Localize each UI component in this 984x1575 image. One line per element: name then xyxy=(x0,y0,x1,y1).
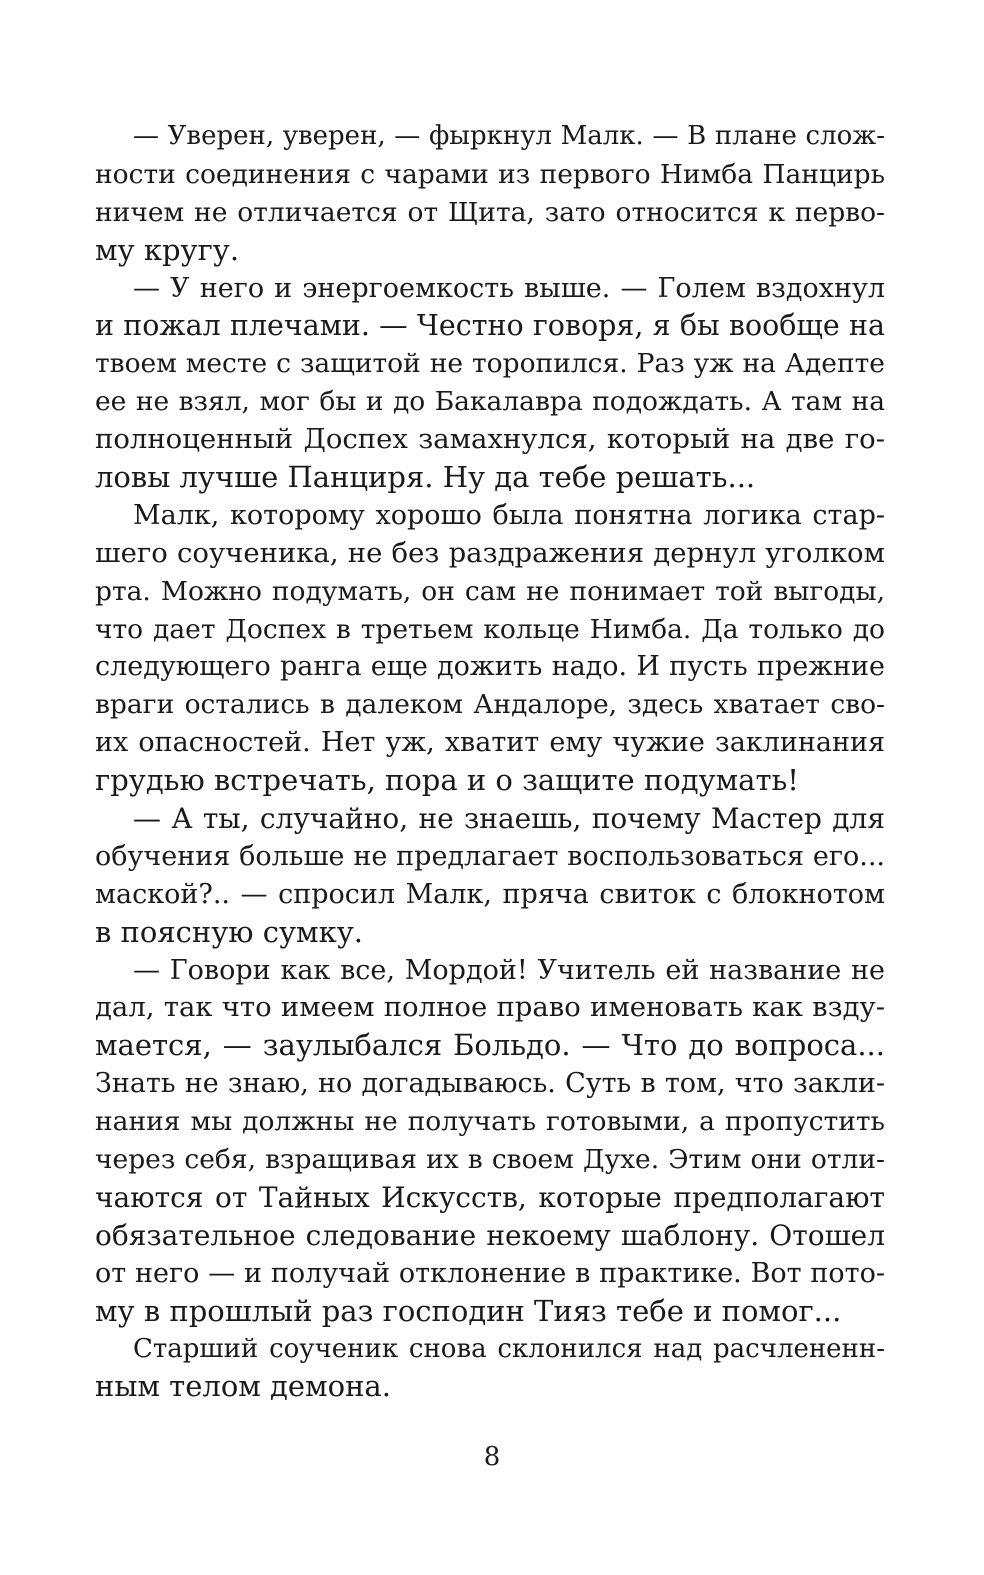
text-line: маской?.. — спросил Малк, пряча свиток с блокнотом xyxy=(95,878,885,910)
text-line: ничем не отличается от Щита, зато относится к перво- xyxy=(95,196,885,228)
paragraph xyxy=(95,497,885,800)
text-line: рта. Можно подумать, он сам не понимает той выгоды, xyxy=(95,575,885,607)
paragraph xyxy=(95,270,885,497)
body-text xyxy=(95,118,885,1406)
text-line: их опасностей. Нет уж, хватит ему чужие заклинания xyxy=(95,727,885,759)
text-line: обязательное следование некоему шаблону. Отошел xyxy=(95,1218,885,1252)
text-line: Малк, которому хорошо была понятна логика стар- xyxy=(133,499,885,531)
text-line: ее не взял, мог бы и до Бакалавра подождать. А там на xyxy=(95,386,885,418)
paragraph xyxy=(95,800,885,952)
text-line: ности соединения с чарами из первого Нимба Панцирь xyxy=(95,158,885,190)
text-line: — У него и энергоемкость выше. — Голем вздохнул xyxy=(133,272,885,304)
text-line: шего соученика, не без раздражения дернул уголком xyxy=(95,536,885,569)
text-line: грудью встречать, пора и о защите подумать! xyxy=(95,763,799,798)
paragraph xyxy=(95,118,885,270)
text-line: следующего ранга еще дожить надо. И пусть прежние xyxy=(95,651,885,683)
text-line: мается, — заулыбался Больдо. — Что до вопроса... xyxy=(95,1028,885,1063)
text-line: — Уверен, уверен, — фыркнул Малк. — В плане слож- xyxy=(133,121,885,151)
text-line: что дает Доспех в третьем кольце Нимба. Да только до xyxy=(95,613,885,645)
text-line: Старший соученик снова склонился над расчлененн- xyxy=(133,1333,885,1364)
text-line: чаются от Тайных Искусств, которые предполагают xyxy=(95,1180,885,1214)
text-line: — А ты, случайно, не знаешь, почему Мастер для xyxy=(133,802,885,836)
text-line: обучения больше не предлагает воспользоваться его... xyxy=(95,840,885,872)
text-line: в поясную сумку. xyxy=(95,914,363,949)
text-line: ным телом демона. xyxy=(95,1369,391,1404)
paragraph xyxy=(95,1331,885,1407)
text-line: дал, так что имеем полное право именовать как взду- xyxy=(95,991,885,1024)
text-line: нания мы должны не получать готовыми, а пропустить xyxy=(95,1106,885,1138)
text-line: и пожал плечами. — Честно говоря, я бы вообще на xyxy=(95,309,885,343)
text-line: враги остались в далеком Андалоре, здесь хватает сво- xyxy=(95,689,885,721)
text-line: му в прошлый раз господин Тияз тебе и помог... xyxy=(95,1293,842,1328)
text-line: твоем месте с защитой не торопился. Раз уж на Адепте xyxy=(95,348,885,380)
text-line: ловы лучше Панциря. Ну да тебе решать... xyxy=(95,460,756,495)
text-line: через себя, взращивая их в своем Духе. Этим они отли- xyxy=(95,1144,885,1176)
page-number: 8 xyxy=(483,1442,501,1472)
text-line: от него — и получай отклонение в практике. Вот пото- xyxy=(95,1257,885,1289)
text-line: — Говори как все, Мордой! Учитель ей название не xyxy=(133,954,885,986)
text-line: му кругу. xyxy=(95,232,240,267)
paragraph xyxy=(95,952,885,1331)
text-line: полноценный Доспех замахнулся, который на две го- xyxy=(95,423,885,456)
text-line: Знать не знаю, но догадываюсь. Суть в том, что закли- xyxy=(95,1068,885,1100)
